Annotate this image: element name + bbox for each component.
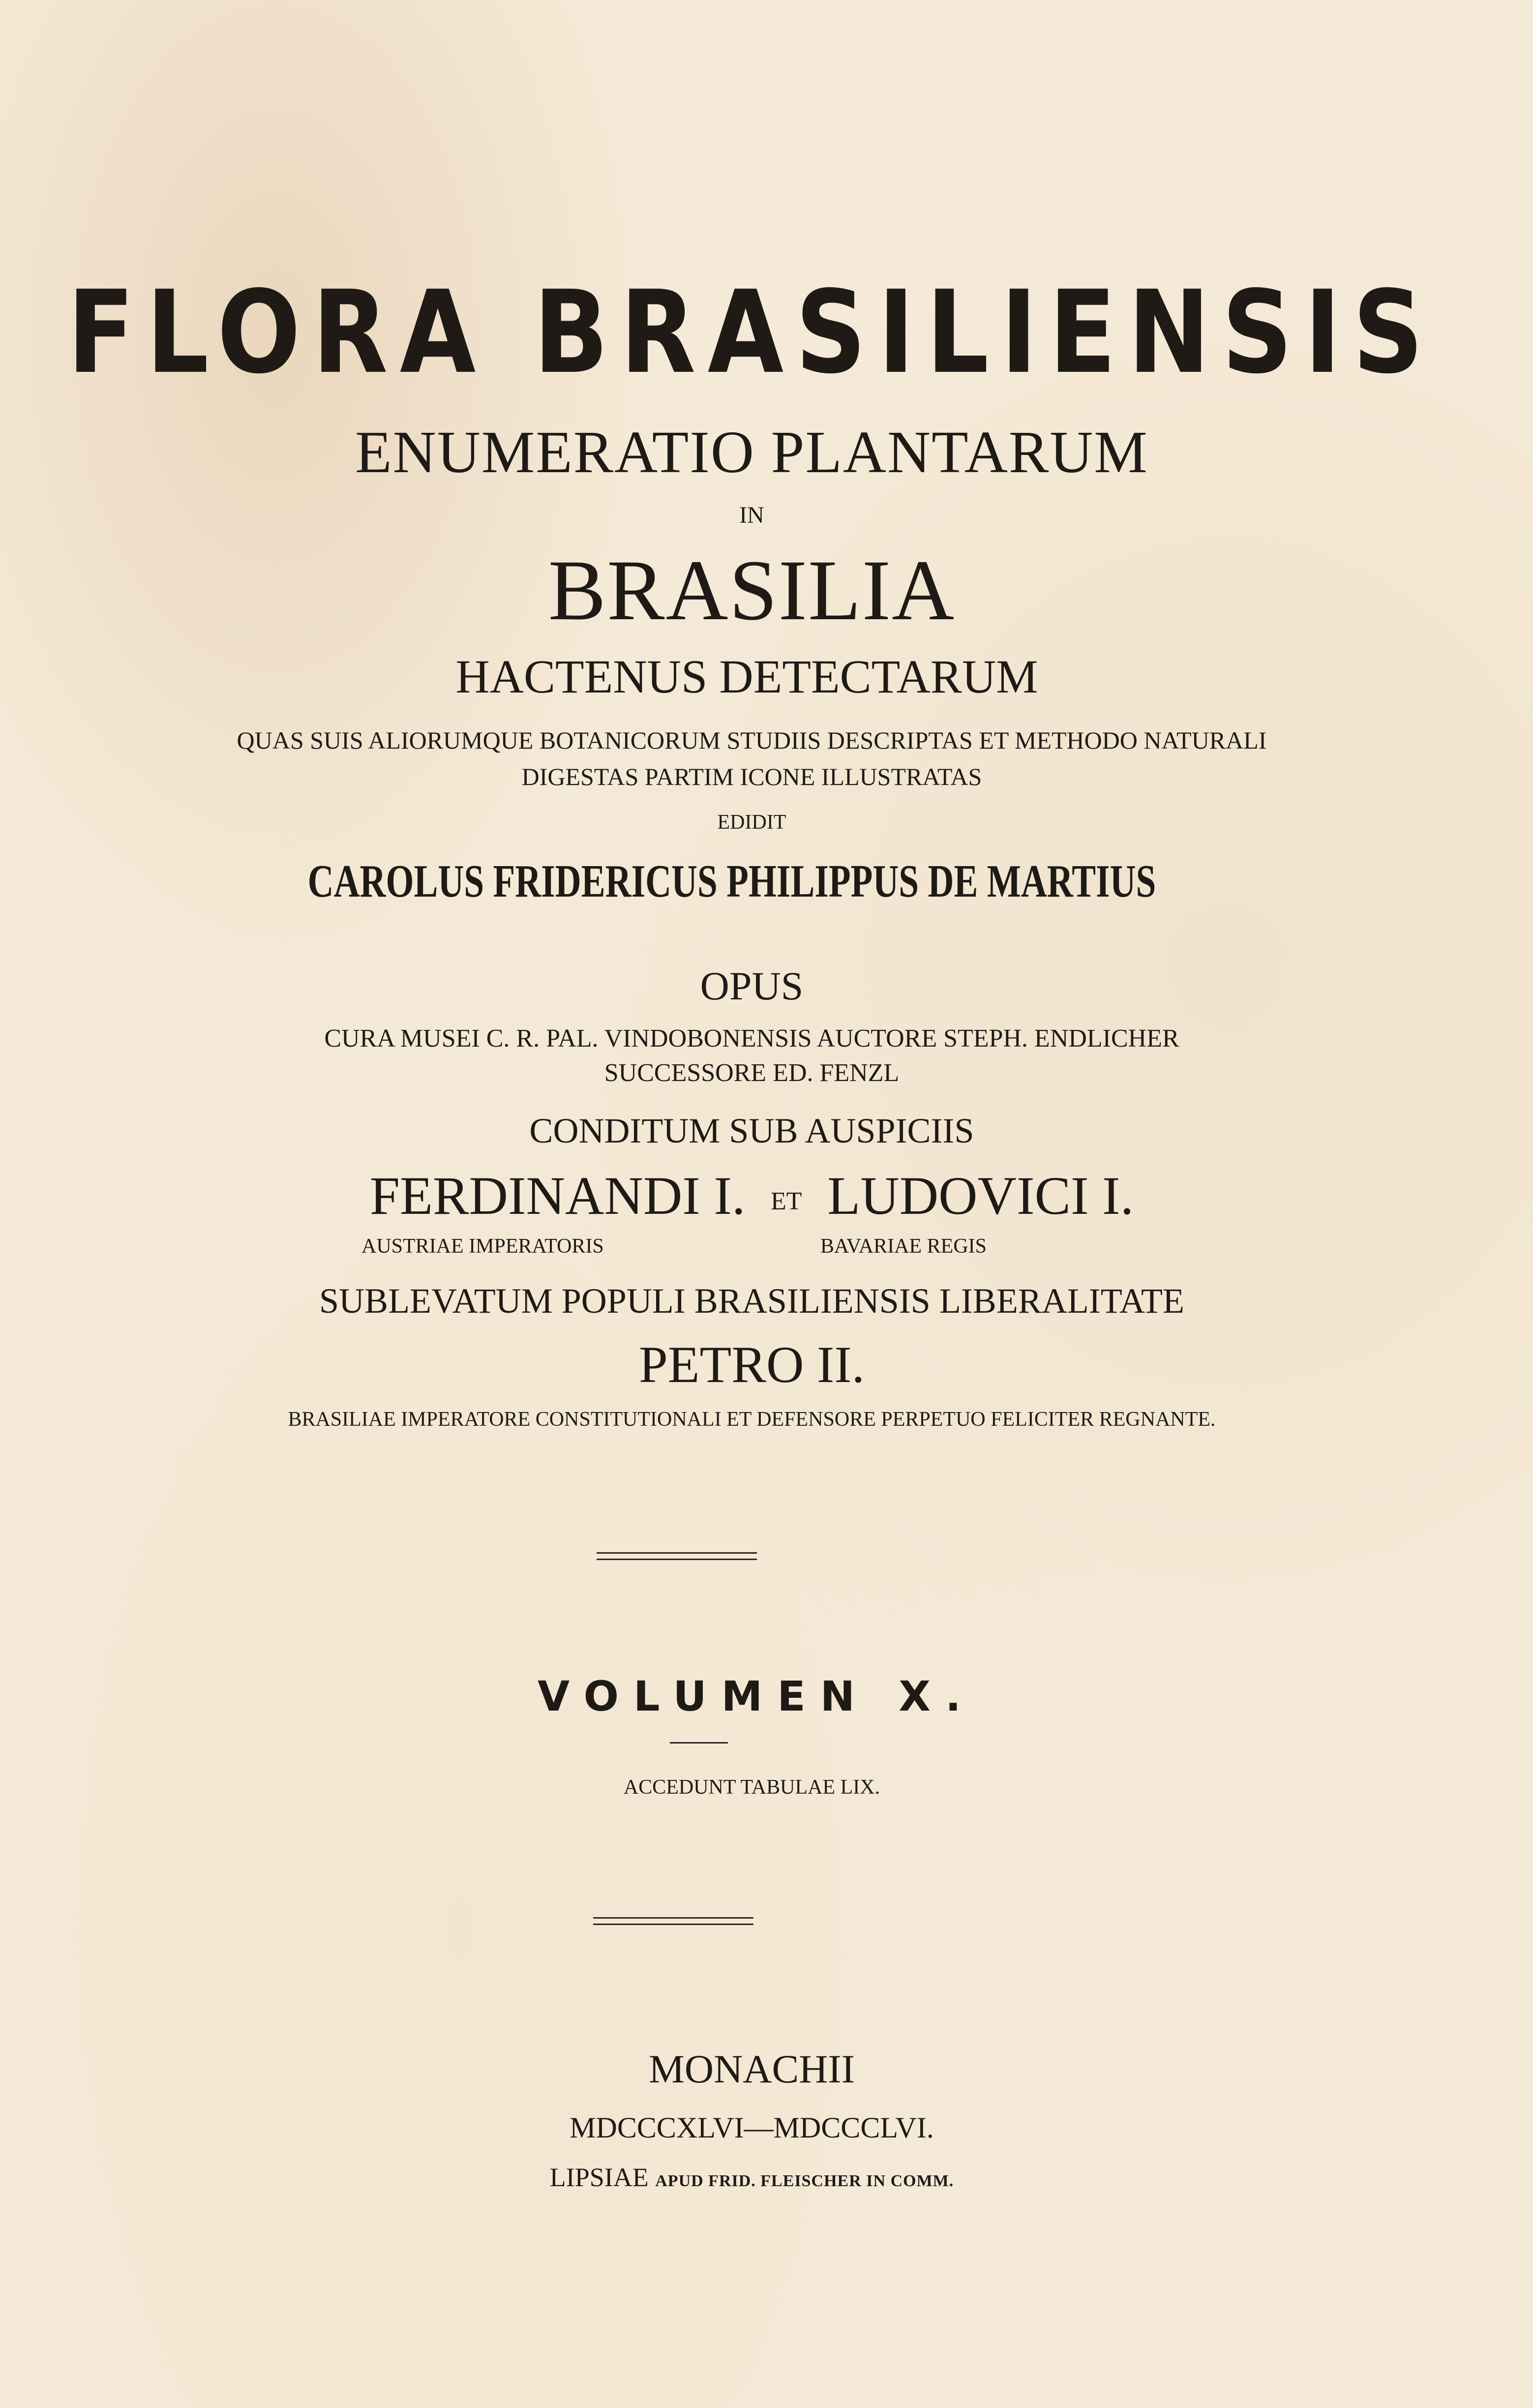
patron-ferdinand: FERDINANDI I. [369,1166,746,1226]
subtitle: ENUMERATIO PLANTARUM [355,419,1148,485]
plates-note: ACCEDUNT TABULAE LIX. [623,1776,880,1799]
emperor-title: BRASILIAE IMPERATORE CONSTITUTIONALI ET DEFENSORE PERPETUO FELICITER REGNANTE. [288,1408,1216,1431]
edidit-label: EDIDIT [717,811,786,834]
author-name: CAROLUS FRIDERICUS PHILIPPUS DE MARTIUS [307,856,1156,907]
cura-line-2: SUCCESSORE ED. FENZL [604,1059,900,1087]
emperor-name: PETRO II. [638,1336,865,1393]
double-rule-divider [597,1552,757,1560]
conditum-line: CONDITUM SUB AUSPICIIS [529,1111,974,1150]
imprint-lipsiae: LIPSIAE [549,2163,649,2192]
patron1-title: AUSTRIAE IMPERATORIS [361,1235,604,1258]
et-conjunction: ET [771,1187,802,1216]
single-rule-divider [670,1742,728,1744]
sublevatum-line: SUBLEVATUM POPULI BRASILIENSIS LIBERALITATE [319,1281,1184,1321]
volume-heading: VOLUMEN X. [538,1672,976,1720]
cura-line-1: CURA MUSEI C. R. PAL. VINDOBONENSIS AUCTORE STEPH. ENDLICHER [324,1024,1179,1053]
imprint-place: MONACHII [648,2047,855,2091]
patron2-title: BAVARIAE REGIS [820,1235,987,1258]
imprint-publisher: APUD FRID. FLEISCHER IN COMM. [655,2172,954,2190]
book-title: FLORA BRASILIENSIS [67,266,1436,399]
double-rule-divider [593,1917,753,1925]
patron-ludovici: LUDOVICI I. [827,1166,1134,1226]
preposition-in: IN [739,502,764,528]
region-heading: BRASILIA [548,542,956,638]
imprint-years: MDCCCXLVI—MDCCCLVI. [570,2111,934,2144]
patrons-line [0,1165,1518,1227]
description-line-1: QUAS SUIS ALIORUMQUE BOTANICORUM STUDIIS DESCRIPTAS ET METHODO NATURALI [237,726,1267,754]
imprint-publisher-line [0,2162,1518,2193]
opus-label: OPUS [700,963,804,1008]
description-line-2: DIGESTAS PARTIM ICONE ILLUSTRATAS [521,763,982,790]
detectarum-line: HACTENUS DETECTARUM [455,650,1038,703]
